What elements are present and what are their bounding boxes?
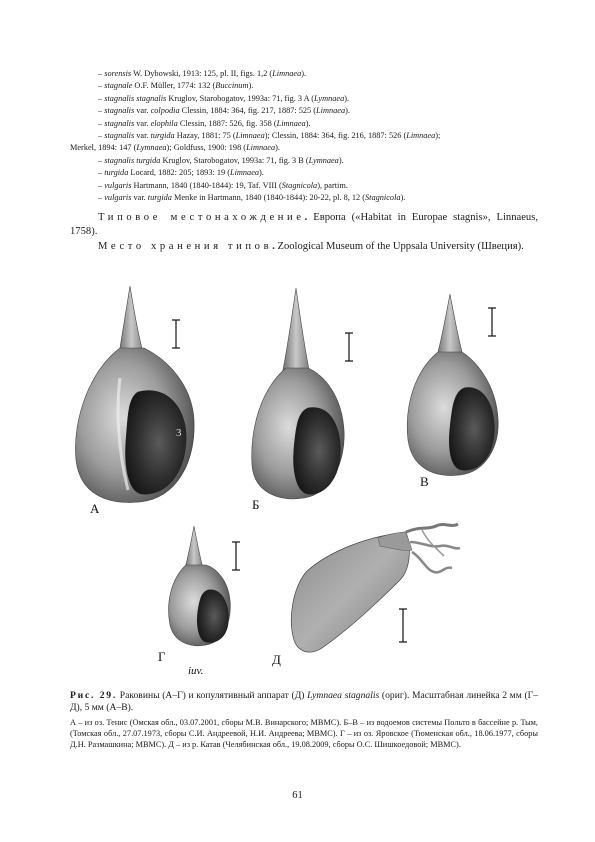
synonym-line: – stagnalis var. turgida Hazay, 1881: 75 (Limnaea); Clessin, 1884: 364, fig. 216, 1887: 526 (Limnaea);: [98, 131, 441, 141]
page-number: 61: [292, 790, 303, 801]
caption-lead: Рис. 29.: [70, 690, 118, 701]
synonym-line: – turgida Locard, 1882: 205; 1893: 19 (Limnaea).: [98, 168, 264, 178]
label-a: А: [90, 501, 100, 516]
synonym-line: – stagnale O.F. Müller, 1774: 132 (Buccinum).: [98, 81, 254, 91]
figure-illustration: [60, 280, 540, 680]
caption-species: Lymnaea stagnalis: [307, 690, 380, 701]
type-locality-paragraph: Типовое местонахождение. Европа («Habitat in Europae stagnis», Linnaeus, 1758).: [70, 212, 538, 237]
figure-29: [60, 280, 540, 680]
shell-b: [252, 288, 344, 499]
copulatory-apparatus-d: [291, 524, 460, 652]
label-g: Г: [158, 649, 166, 664]
synonymy-list: [70, 68, 538, 204]
synonym-line: – vulgaris var. turgida Menke in Hartmann, 1840 (1840-1844): 20-22, pl. 8, 12 (Stagnicola).: [98, 193, 406, 203]
scale-bar-a: [172, 320, 180, 348]
type-depository-heading: Место хранения типов: [98, 241, 273, 253]
synonym-line: – stagnalis var. elophila Clessin, 1887: 526, fig. 358 (Limnaea).: [98, 118, 311, 128]
label-v: В: [420, 474, 429, 489]
synonym-line: – stagnalis var. colpodia Clessin, 1884: 364, fig. 217, 1887: 525 (Limnaea).: [98, 106, 350, 116]
synonym-line: – stagnalis turgida Kruglov, Starobogatov, 1993a: 71, fig. 3 B (Lymnaea).: [98, 155, 344, 165]
body-text: [70, 211, 538, 254]
scale-bar-b: [345, 333, 353, 361]
synonym-line: – stagnalis stagnalis Kruglov, Starobogatov, 1993a: 71, fig. 3 A (Lymnaea).: [98, 93, 350, 103]
label-iuv: iuv.: [188, 665, 204, 677]
shell-a: [75, 286, 194, 503]
svg-text:3: 3: [176, 427, 182, 439]
synonym-line: – vulgaris Hartmann, 1840 (1840-1844): 19, Taf. VIII (Stagnicola), partim.: [98, 180, 348, 190]
scale-bar-v: [488, 308, 496, 336]
type-locality-heading: Типовое местонахождение: [98, 212, 305, 223]
shell-g: [169, 526, 231, 646]
scale-bar-g: [232, 542, 240, 570]
synonym-line-continuation: Merkel, 1894: 147 (Lymnaea); Goldfuss, 1900: 198 (Limnaea).: [70, 143, 280, 153]
label-b: Б: [252, 497, 260, 512]
synonym-line: – sorensis W. Dybowski, 1913: 125, pl. II, figs. 1,2 (Limnaea).: [98, 69, 307, 78]
scale-bar-d: [399, 609, 407, 642]
figure-caption: Рис. 29. Раковины (А–Г) и копулятивный аппарат (Д) Lymnaea stagnalis (ориг). Масштабная линейка 2 мм (Г–Д), 5 мм (А–В).: [70, 690, 538, 713]
type-depository-paragraph: Место хранения типов. Zoological Museum of the Uppsala University (Швеция).: [98, 241, 524, 253]
shell-v: [407, 294, 498, 476]
label-d: Д: [272, 652, 281, 667]
caption-details: А – из оз. Тенис (Омская обл., 03.07.2001, сборы М.В. Винарского; МВМС). Б–В – из водоемов системы Польто в бассейне р. Тым, (Томская обл., 27.07.1973, сборы С.И. Андреевой, Н.И. Андреева; МВМС). Г – из оз. Яровское (Тюменская обл., 18.06.1977, сборы Д.Н. Размашкина; МВМС). Д – из р. Катав (Челябинская обл., 19.08.2009, сборы О.С. Шишкоедовой; МВМС).: [70, 718, 538, 750]
